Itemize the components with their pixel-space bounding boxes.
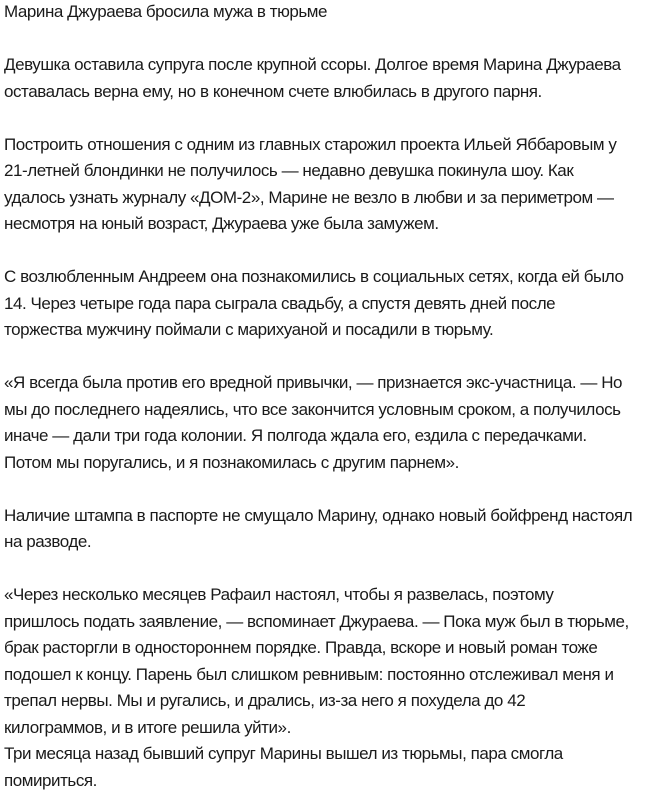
article-title bbox=[4, 0, 670, 26]
paragraph-line: оставалась верна ему, но в конечном счете влюбилась в другого парня. bbox=[4, 79, 670, 106]
paragraph-line: килограммов, и в итоге решила уйти». bbox=[4, 715, 670, 742]
article-paragraph bbox=[4, 52, 670, 105]
article-paragraph bbox=[4, 132, 670, 238]
paragraph-line: «Через несколько месяцев Рафаил настоял, чтобы я развелась, поэтому bbox=[4, 582, 670, 609]
paragraph-line: «Я всегда была против его вредной привычки, — признается экс-участница. — Но bbox=[4, 370, 670, 397]
article-paragraph bbox=[4, 741, 670, 794]
paragraph-line: Девушка оставила супруга после крупной ссоры. Долгое время Марина Джураева bbox=[4, 52, 670, 79]
paragraph-line: на разводе. bbox=[4, 529, 670, 556]
article-paragraph bbox=[4, 503, 670, 556]
paragraph-line: удалось узнать журналу «ДОМ-2», Марине не везло в любви и за периметром — bbox=[4, 185, 670, 212]
paragraph-line: Три месяца назад бывший супруг Марины вышел из тюрьмы, пара смогла bbox=[4, 741, 670, 768]
title-text: Марина Джураева бросила мужа в тюрьме bbox=[4, 0, 670, 26]
paragraph-line: пришлось подать заявление, — вспоминает Джураева. — Пока муж был в тюрьме, bbox=[4, 609, 670, 636]
paragraph-line: Наличие штампа в паспорте не смущало Марину, однако новый бойфренд настоял bbox=[4, 503, 670, 530]
paragraph-line: иначе — дали три года колонии. Я полгода ждала его, ездила с передачками. bbox=[4, 423, 670, 450]
article-paragraph bbox=[4, 264, 670, 344]
paragraph-line: 14. Через четыре года пара сыграла свадьбу, а спустя девять дней после bbox=[4, 291, 670, 318]
paragraph-line: подошел к концу. Парень был слишком ревнивым: постоянно отслеживал меня и bbox=[4, 662, 670, 689]
paragraph-line: помириться. bbox=[4, 768, 670, 794]
paragraph-line: мы до последнего надеялись, что все закончится условным сроком, а получилось bbox=[4, 397, 670, 424]
paragraph-line: 21-летней блондинки не получилось — недавно девушка покинула шоу. Как bbox=[4, 158, 670, 185]
article-body bbox=[4, 52, 670, 794]
paragraph-line: Построить отношения с одним из главных старожил проекта Ильей Яббаровым у bbox=[4, 132, 670, 159]
paragraph-line: брак расторгли в одностороннем порядке. Правда, вскоре и новый роман тоже bbox=[4, 635, 670, 662]
paragraph-line: Потом мы поругались, и я познакомилась с другим парнем». bbox=[4, 450, 670, 477]
paragraph-line: торжества мужчину поймали с марихуаной и посадили в тюрьму. bbox=[4, 317, 670, 344]
paragraph-line: несмотря на юный возраст, Джураева уже была замужем. bbox=[4, 211, 670, 238]
paragraph-line: С возлюбленным Андреем она познакомились в социальных сетях, когда ей было bbox=[4, 264, 670, 291]
article-paragraph bbox=[4, 370, 670, 476]
paragraph-line: трепал нервы. Мы и ругались, и дрались, из-за него я похудела до 42 bbox=[4, 688, 670, 715]
article-paragraph bbox=[4, 582, 670, 741]
